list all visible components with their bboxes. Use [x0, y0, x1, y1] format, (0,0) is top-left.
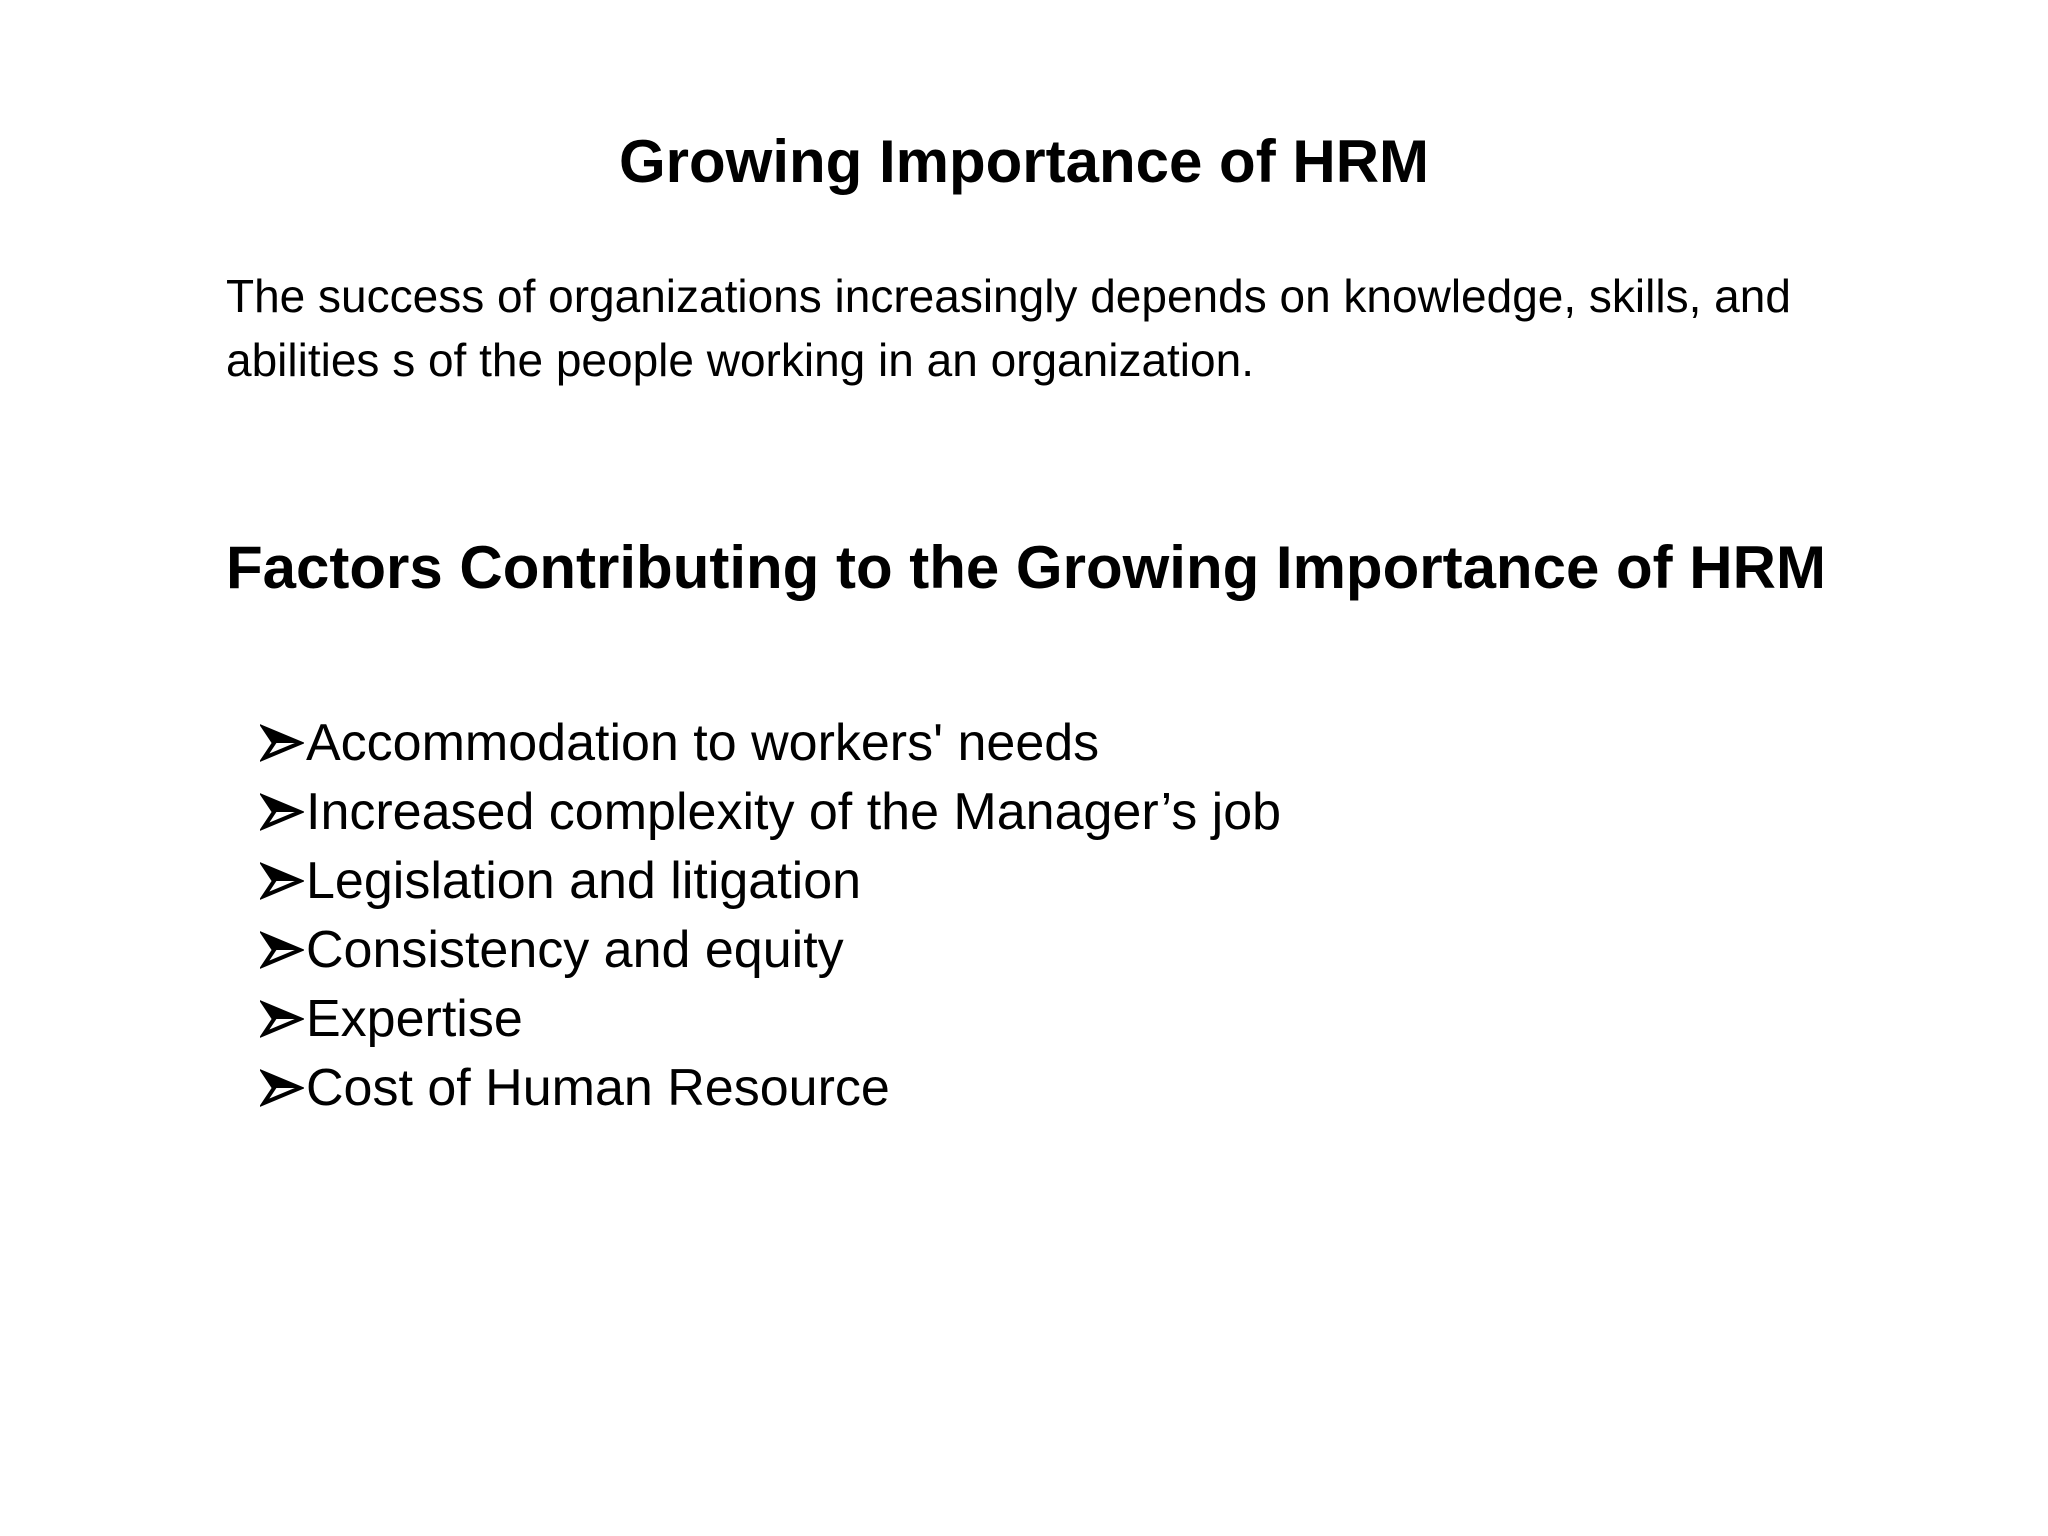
arrowhead-bullet-icon [260, 790, 304, 834]
list-item [260, 915, 1281, 984]
arrowhead-bullet-icon [260, 1066, 304, 1110]
slide-title: Growing Importance of HRM [619, 128, 1429, 195]
arrowhead-bullet-icon [260, 928, 304, 972]
arrowhead-bullet-icon [260, 859, 304, 903]
arrowhead-bullet-icon [260, 997, 304, 1041]
list-item [260, 846, 1281, 915]
factor-label: Consistency and equity [306, 920, 844, 979]
factor-label: Increased complexity of the Manager’s job [306, 782, 1282, 841]
arrowhead-bullet-icon [260, 721, 304, 765]
list-item [260, 1053, 1281, 1122]
intro-paragraph: The success of organizations increasingly depends on knowledge, skills, and abilities s of the people working in an organization. [226, 270, 1791, 386]
list-item [260, 708, 1281, 777]
list-item [260, 984, 1281, 1053]
factor-label: Cost of Human Resource [306, 1058, 890, 1117]
factor-label: Legislation and litigation [306, 851, 862, 910]
factor-label: Expertise [306, 989, 523, 1048]
list-item [260, 777, 1281, 846]
section-heading: Factors Contributing to the Growing Importance of HRM [226, 534, 1826, 601]
factor-label: Accommodation to workers' needs [306, 713, 1100, 772]
factors-list [260, 708, 1281, 1122]
